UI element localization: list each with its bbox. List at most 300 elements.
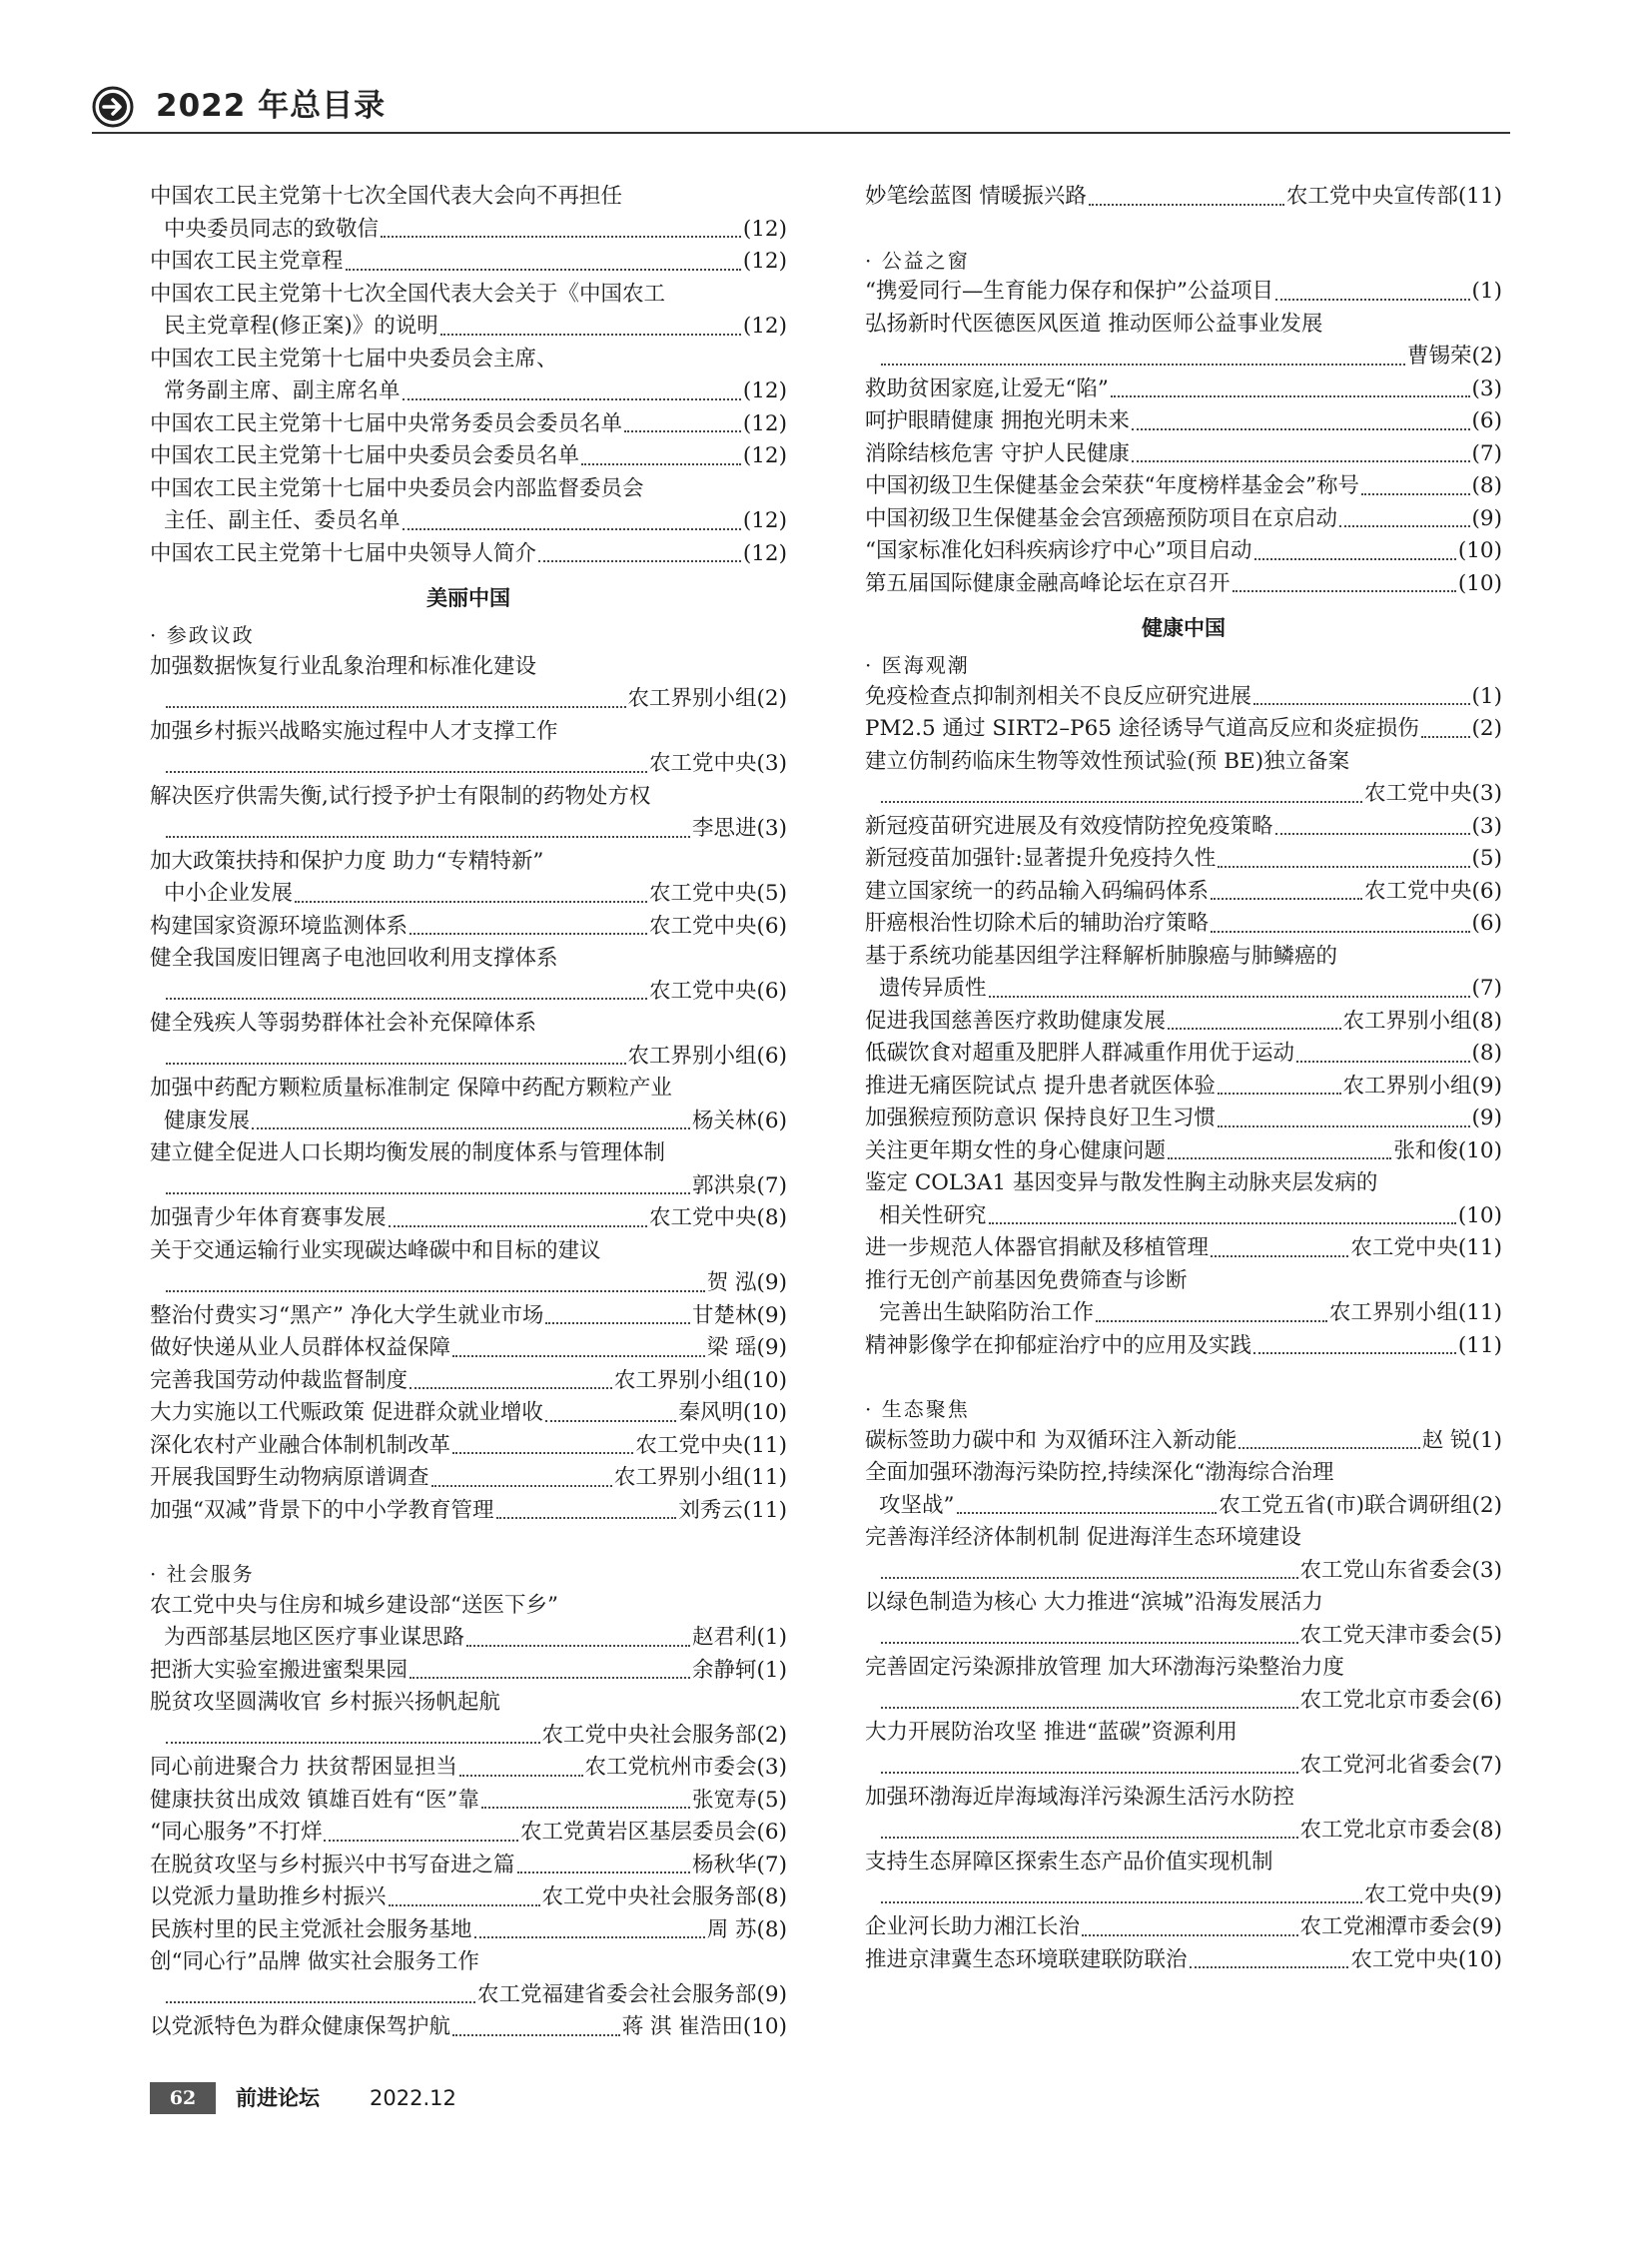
toc-line — [865, 941, 1502, 974]
toc-line — [150, 1202, 787, 1235]
toc-line — [865, 1652, 1502, 1685]
toc-entry — [150, 1073, 787, 1137]
issue-number: (8) — [756, 1205, 787, 1230]
leader-dots — [1211, 898, 1362, 900]
toc-entry — [865, 1717, 1502, 1782]
toc-line — [150, 943, 787, 976]
leader-dots — [166, 1192, 690, 1194]
entry-title-text: 中国初级卫生保健基金会宫颈癌预防项目在京启动 — [865, 505, 1338, 531]
leader-dots — [1089, 204, 1284, 206]
entry-title-text: 健全我国废旧锂离子电池回收利用支撑体系 — [150, 946, 558, 971]
issue-number: (3) — [1471, 375, 1502, 401]
toc-line — [865, 1522, 1502, 1555]
issue-number: (2) — [1471, 716, 1502, 741]
issue-number: (6) — [756, 913, 787, 939]
toc-line — [865, 1135, 1502, 1168]
toc-line — [865, 1232, 1502, 1265]
toc-entry — [150, 1397, 787, 1430]
entry-title-text: 促进我国慈善医疗救助健康发展 — [865, 1008, 1167, 1034]
issue-number: (11) — [742, 1465, 787, 1490]
toc-line — [865, 1103, 1502, 1135]
leader-dots — [1096, 1320, 1327, 1322]
toc-line — [150, 1397, 787, 1430]
issue-number: (10) — [1457, 1202, 1502, 1228]
toc-entry — [150, 846, 787, 911]
toc-line — [150, 1332, 787, 1365]
entry-title-text: 加强环渤海近岸海域海洋污染源生活污水防控 — [865, 1785, 1295, 1810]
toc-entry — [150, 279, 787, 344]
toc-entry — [865, 843, 1502, 876]
subsection-heading: · 公益之窗 — [865, 248, 970, 273]
entry-author: 赵 锐 — [1421, 1427, 1472, 1453]
entry-title-text: 关注更年期女性的身心健康问题 — [865, 1137, 1167, 1163]
leader-dots — [881, 1837, 1298, 1839]
issue-number: (10) — [742, 1367, 787, 1393]
toc-entry — [865, 309, 1502, 374]
leader-dots — [1275, 299, 1470, 301]
issue-number: (9) — [1471, 1914, 1502, 1939]
toc-line — [865, 681, 1502, 714]
toc-entry — [865, 1232, 1502, 1265]
issue-number: (5) — [1471, 1622, 1502, 1648]
issue-number: (8) — [1471, 1008, 1502, 1034]
toc-line — [865, 713, 1502, 746]
toc-line — [150, 1590, 787, 1623]
leader-dots — [1218, 866, 1469, 868]
leader-dots — [517, 1871, 691, 1873]
journal-name: 前进论坛 — [236, 2086, 320, 2110]
entry-title-text: 深化农村产业融合体制机制改革 — [150, 1432, 451, 1458]
entry-title-text: 农工党中央与住房和城乡建设部“送医下乡” — [150, 1592, 558, 1618]
entry-author: 农工党河北省委会 — [1299, 1752, 1472, 1778]
toc-line — [150, 1687, 787, 1720]
toc-entry — [865, 941, 1502, 1006]
toc-line — [150, 440, 787, 473]
toc-entry — [150, 1462, 787, 1495]
issue-number: (6) — [756, 1820, 787, 1845]
entry-title-text: 中小企业发展 — [164, 881, 294, 906]
issue-number: (10) — [1457, 570, 1502, 596]
toc-line — [865, 1685, 1502, 1718]
entry-title-text: 救助贫困家庭,让爱无“陷” — [865, 375, 1109, 401]
header-rule — [92, 132, 1510, 134]
leader-dots — [166, 1063, 626, 1065]
leader-dots — [440, 334, 741, 336]
entry-title-text: 创“同心行”品牌 做实社会服务工作 — [150, 1949, 479, 1974]
toc-line — [865, 1457, 1502, 1490]
leader-dots — [410, 1677, 690, 1679]
issue-number: (12) — [742, 443, 787, 468]
toc-line — [150, 911, 787, 944]
toc-entry — [865, 1103, 1502, 1135]
entry-author: 余静轲 — [692, 1657, 757, 1683]
spacer — [865, 214, 1502, 244]
toc-entry — [150, 943, 787, 1008]
leader-dots — [389, 1904, 540, 1906]
issue-number: (8) — [1471, 1817, 1502, 1843]
toc-entry — [150, 1300, 787, 1333]
toc-line — [865, 811, 1502, 844]
toc-entry — [150, 440, 787, 473]
toc-entry — [865, 1782, 1502, 1847]
entry-title-text: 把浙大实验室搬进蜜梨果园 — [150, 1657, 409, 1683]
entry-title-text: 同心前进聚合力 扶贫帮困显担当 — [150, 1755, 457, 1780]
toc-line — [150, 505, 787, 538]
entry-author: 农工党中央 — [649, 978, 757, 1004]
entry-title-text: 鉴定 COL3A1 基因变异与散发性胸主动脉夹层发病的 — [865, 1170, 1378, 1195]
toc-line — [865, 1071, 1502, 1104]
toc-entry — [865, 1330, 1502, 1363]
entry-author: 农工党中央 — [1350, 1235, 1458, 1260]
entry-title-text: 攻坚战” — [879, 1492, 955, 1518]
entry-author: 农工界别小组 — [613, 1367, 743, 1393]
issue-number: (3) — [756, 751, 787, 776]
toc-entry — [150, 1365, 787, 1398]
entry-title-text: 全面加强环渤海污染防控,持续深化“渤海综合治理 — [865, 1460, 1334, 1485]
page-header — [92, 80, 1510, 136]
leader-dots — [881, 801, 1362, 803]
leader-dots — [1253, 703, 1470, 705]
toc-entry — [150, 344, 787, 408]
toc-line — [150, 1235, 787, 1268]
leader-dots — [1421, 736, 1470, 738]
leader-dots — [1254, 558, 1456, 560]
entry-title-text: 主任、副主任、委员名单 — [164, 508, 401, 533]
entry-author: 农工界别小组 — [627, 1043, 757, 1069]
toc-entry — [865, 1135, 1502, 1168]
leader-dots — [1275, 833, 1470, 835]
issue-number: (7) — [1471, 976, 1502, 1001]
leader-dots — [1218, 1125, 1470, 1127]
issue-number: (9) — [756, 1270, 787, 1295]
issue-number: (9) — [756, 1981, 787, 2007]
entry-author: 周 苏 — [706, 1916, 757, 1942]
toc-entry — [150, 408, 787, 441]
issue-number: (6) — [756, 978, 787, 1004]
toc-line — [150, 1785, 787, 1818]
leader-dots — [452, 2034, 620, 2036]
leader-dots — [1253, 1352, 1456, 1354]
leader-dots — [1211, 1255, 1348, 1257]
entry-title-text: 推进无痛医院试点 提升患者就医体验 — [865, 1073, 1216, 1099]
issue-number: (9) — [1471, 1881, 1502, 1907]
toc-line — [150, 1752, 787, 1785]
toc-line — [150, 1850, 787, 1882]
entry-title-text: 解决医疗供需失衡,试行授予护士有限制的药物处方权 — [150, 783, 651, 809]
leader-dots — [1132, 428, 1470, 430]
toc-entry — [865, 374, 1502, 406]
toc-entry — [865, 1457, 1502, 1522]
toc-entry — [150, 1914, 787, 1947]
toc-line — [150, 1300, 787, 1333]
issue-number: (8) — [756, 1916, 787, 1942]
toc-entry — [865, 1847, 1502, 1911]
leader-dots — [1132, 460, 1470, 462]
toc-line — [865, 503, 1502, 536]
toc-line — [865, 1200, 1502, 1233]
entry-author: 农工党中央 — [635, 1432, 743, 1458]
leader-dots — [481, 1807, 690, 1809]
toc-entry — [150, 651, 787, 716]
leader-dots — [881, 1577, 1298, 1579]
entry-title-text: 中国农工民主党第十七次全国代表大会关于《中国农工 — [150, 281, 666, 307]
toc-entry — [865, 1911, 1502, 1944]
spacer — [150, 1527, 787, 1557]
issue-number: (9) — [1471, 1073, 1502, 1099]
issue-number: (11) — [1457, 1332, 1502, 1358]
toc-line — [150, 1946, 787, 1979]
spacer — [865, 1362, 1502, 1392]
issue-number: (1) — [1471, 1427, 1502, 1453]
entry-title-text: 支持生态屏障区探索生态产品价值实现机制 — [865, 1850, 1273, 1874]
entry-author: 梁 瑶 — [706, 1335, 757, 1360]
toc-line — [150, 1622, 787, 1655]
toc-line — [150, 1979, 787, 2012]
issue-number: (2) — [756, 686, 787, 711]
issue-number: (7) — [1471, 1752, 1502, 1778]
toc-line — [150, 1655, 787, 1688]
entry-title-text: 遗传异质性 — [879, 976, 987, 1001]
toc-entry — [865, 1587, 1502, 1652]
toc-entry — [150, 1752, 787, 1785]
entry-author: 农工党北京市委会 — [1299, 1817, 1472, 1843]
entry-author: 农工党中央社会服务部 — [541, 1722, 757, 1748]
toc-entry — [150, 716, 787, 781]
toc-line — [150, 279, 787, 312]
right-column — [865, 181, 1502, 1976]
entry-title-text: 脱贫攻坚圆满收官 乡村振兴扬帆起航 — [150, 1690, 500, 1715]
toc-line — [865, 1944, 1502, 1977]
entry-title-text: 以绿色制造为核心 大力推进“滨城”沿海发展活力 — [865, 1590, 1323, 1615]
issue-number: (11) — [1457, 1235, 1502, 1260]
subsection-heading: · 生态聚焦 — [865, 1397, 970, 1421]
issue-number: (5) — [1471, 846, 1502, 871]
toc-line — [865, 746, 1502, 779]
toc-entry — [150, 181, 787, 246]
leader-dots — [1239, 1447, 1419, 1449]
leader-dots — [1211, 931, 1470, 933]
toc-entry — [865, 1522, 1502, 1587]
issue-number: (5) — [756, 1787, 787, 1813]
toc-line — [865, 1620, 1502, 1653]
entry-author: 蒋 淇 崔浩田 — [621, 2014, 743, 2039]
leader-dots — [403, 398, 741, 400]
entry-author: 农工党五省(市)联合调研组 — [1219, 1492, 1472, 1518]
leader-dots — [1082, 1934, 1298, 1936]
toc-entry — [150, 473, 787, 538]
entry-author: 农工界别小组 — [627, 686, 757, 711]
toc-entry — [150, 1687, 787, 1752]
leader-dots — [1339, 525, 1470, 527]
toc-line — [150, 1170, 787, 1203]
toc-entry — [865, 876, 1502, 909]
entry-author: 刘秀云 — [678, 1497, 743, 1523]
toc-entry — [150, 1430, 787, 1463]
entry-title-text: 以党派力量助推乡村振兴 — [150, 1884, 387, 1909]
entry-title-text: 中国农工民主党第十七届中央委员会主席、 — [150, 346, 558, 372]
toc-line — [150, 1041, 787, 1074]
toc-line — [865, 843, 1502, 876]
toc-line — [150, 181, 787, 214]
entry-title-text: 加强数据恢复行业乱象治理和标准化建设 — [150, 653, 537, 679]
entry-author: 农工党湘潭市委会 — [1299, 1914, 1472, 1939]
leader-dots — [252, 1127, 690, 1129]
entry-title-text: 大力开展防治攻坚 推进“蓝碳”资源利用 — [865, 1720, 1238, 1745]
issue-number: (6) — [1471, 1687, 1502, 1713]
leader-dots — [346, 269, 741, 271]
toc-line — [150, 1365, 787, 1398]
leader-dots — [581, 463, 741, 465]
entry-title-text: 常务副主席、副主席名单 — [164, 378, 401, 403]
toc-entry — [150, 1850, 787, 1882]
toc-line — [150, 246, 787, 279]
toc-line — [150, 1462, 787, 1495]
entry-title-text: 加强乡村振兴战略实施过程中人才支撑工作 — [150, 718, 558, 744]
issue-number: (10) — [1457, 1137, 1502, 1163]
toc-line — [865, 973, 1502, 1006]
entry-author: 农工党中央 — [1364, 878, 1472, 904]
leader-dots — [166, 1290, 705, 1292]
toc-line — [865, 568, 1502, 601]
toc-entry — [150, 1655, 787, 1688]
entry-title-text: 低碳饮食对超重及肥胖人群减重作用优于运动 — [865, 1041, 1295, 1066]
entry-title-text: 在脱贫攻坚与乡村振兴中书写奋进之篇 — [150, 1852, 515, 1877]
entry-author: 农工界别小组 — [1342, 1073, 1472, 1099]
entry-title-text: 进一步规范人体器官捐献及移植管理 — [865, 1235, 1210, 1260]
leader-dots — [1218, 1093, 1341, 1095]
issue-number: (7) — [1471, 440, 1502, 466]
toc-entry — [150, 1235, 787, 1300]
toc-line — [865, 1815, 1502, 1848]
entry-author: 农工党中央 — [649, 1205, 757, 1230]
toc-entry — [150, 1590, 787, 1655]
toc-line — [150, 1106, 787, 1138]
leader-dots — [881, 1772, 1298, 1774]
toc-entry — [150, 1202, 787, 1235]
issue-number: (10) — [742, 1400, 787, 1425]
toc-line — [150, 1720, 787, 1753]
issue-number: (2) — [756, 1722, 787, 1748]
toc-line — [150, 375, 787, 408]
toc-line — [150, 683, 787, 716]
toc-line — [150, 1137, 787, 1170]
toc-entry — [865, 1038, 1502, 1071]
entry-title-text: 企业河长助力湘江长治 — [865, 1914, 1081, 1939]
toc-entry — [865, 1265, 1502, 1330]
toc-line — [150, 878, 787, 911]
toc-line — [150, 748, 787, 781]
subsection-heading: · 社会服务 — [150, 1562, 255, 1586]
entry-author: 农工党中央宣传部 — [1285, 184, 1458, 209]
toc-line — [865, 1782, 1502, 1815]
leader-dots — [474, 1936, 705, 1938]
leader-dots — [881, 1901, 1362, 1903]
section-heading: 健康中国 — [1142, 616, 1226, 640]
leader-dots — [538, 560, 741, 562]
toc-entry — [865, 1167, 1502, 1232]
toc-entry — [150, 1137, 787, 1202]
leader-dots — [166, 771, 647, 773]
issue-number: (11) — [742, 1497, 787, 1523]
issue-number: (6) — [756, 1108, 787, 1133]
toc-line — [865, 1425, 1502, 1458]
entry-author: 甘楚林 — [692, 1302, 757, 1328]
leader-dots — [624, 430, 741, 432]
issue-number: (12) — [742, 508, 787, 533]
entry-title-text: 中国农工民主党第十七届中央委员会内部监督委员会 — [150, 475, 644, 501]
leader-dots — [324, 1840, 518, 1842]
leader-dots — [166, 836, 690, 838]
toc-entry — [150, 246, 787, 279]
toc-line — [150, 1914, 787, 1947]
entry-title-text: 加强猴痘预防意识 保持良好卫生习惯 — [865, 1106, 1216, 1130]
issue-number: (8) — [1471, 473, 1502, 498]
leader-dots — [389, 1225, 648, 1227]
toc-line — [150, 344, 787, 376]
entry-author: 农工界别小组 — [1328, 1300, 1458, 1325]
entry-author: 农工党山东省委会 — [1299, 1557, 1472, 1583]
toc-line — [150, 408, 787, 441]
leader-dots — [989, 996, 1470, 998]
leader-dots — [496, 1517, 677, 1519]
toc-entry — [865, 811, 1502, 844]
toc-entry — [865, 681, 1502, 714]
entry-author: 农工党中央 — [1364, 781, 1472, 806]
entry-title-text: 消除结核危害 守护人民健康 — [865, 440, 1130, 466]
toc-entry — [865, 1006, 1502, 1039]
leader-dots — [957, 1512, 1218, 1514]
issue-number: (8) — [756, 1884, 787, 1909]
entry-title-text: 弘扬新时代医德医风医道 推动医师公益事业发展 — [865, 311, 1323, 337]
entry-title-text: 大力实施以工代赈政策 促进群众就业增收 — [150, 1400, 543, 1425]
toc-entry — [865, 908, 1502, 941]
subsection-heading: · 医海观潮 — [865, 653, 970, 677]
toc-entry — [865, 1652, 1502, 1717]
entry-title-text: 中国农工民主党章程 — [150, 249, 344, 274]
entry-title-text: 新冠疫苗研究进展及有效疫情防控免疫策略 — [865, 813, 1273, 839]
toc-entry — [865, 713, 1502, 746]
toc-entry — [150, 538, 787, 571]
toc-line — [865, 181, 1502, 214]
issue-number: (8) — [1471, 1041, 1502, 1066]
toc-line — [865, 1167, 1502, 1200]
leader-dots — [166, 1742, 540, 1744]
issue-number: (1) — [756, 1625, 787, 1650]
leader-dots — [410, 1387, 612, 1389]
toc-entry — [865, 276, 1502, 309]
leader-dots — [403, 528, 741, 530]
toc-entry — [150, 1495, 787, 1528]
toc-line — [865, 1297, 1502, 1330]
toc-line — [865, 1006, 1502, 1039]
entry-title-text: 整治付费实习“黑产” 净化大学生就业市场 — [150, 1302, 544, 1328]
toc-line — [150, 538, 787, 571]
leader-dots — [989, 1222, 1456, 1224]
issue-number: (3) — [1471, 781, 1502, 806]
leader-dots — [466, 1645, 690, 1647]
issue-number: (7) — [756, 1172, 787, 1198]
entry-title-text: 为西部基层地区医疗事业谋思路 — [164, 1625, 465, 1650]
issue-number: (3) — [756, 1755, 787, 1780]
issue-number: (1) — [1471, 683, 1502, 709]
toc-line — [150, 813, 787, 846]
entry-author: 赵君利 — [692, 1625, 757, 1650]
toc-line — [865, 374, 1502, 406]
issue-number: (10) — [742, 2014, 787, 2039]
leader-dots — [459, 1775, 583, 1777]
issue-number: (9) — [756, 1302, 787, 1328]
entry-title-text: 以党派特色为群众健康保驾护航 — [150, 2014, 451, 2039]
